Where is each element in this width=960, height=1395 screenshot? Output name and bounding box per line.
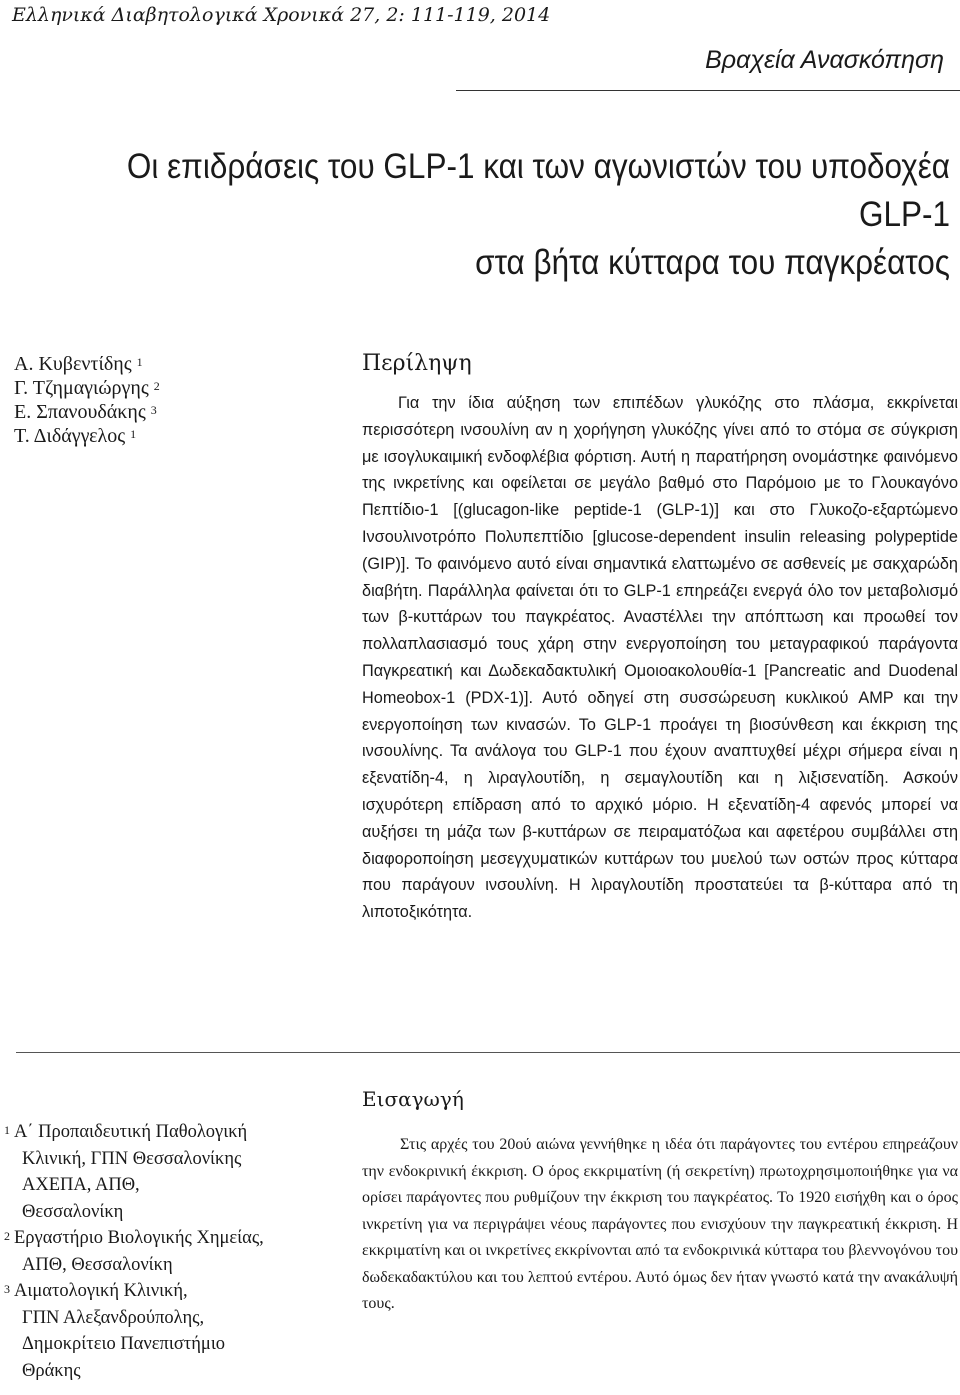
abstract-text: Για την ίδια αύξηση των επιπέδων γλυκόζης στο πλάσμα, εκκρίνεται περισσότερη ινσουλίνη αν η χορήγηση γλυκόζης γίνει από το στόμα σε σύγκριση με ισογλυκαιμική ενδοφλέβια φόρτιση. Αυτή η παρατήρηση ονομάστηκε φαινόμενο της ινκρετίνης και οφείλεται σε μεγάλο βαθμό στο Παρόμοιο με το Γλουκαγόνο Πεπτίδιο-1 [(glucagon-like peptide-1 (GLP-1)] και στο Γλυκοζο-εξαρτώμενο Ινσουλινοτρόπο Πολυπεπτίδιο [glucose-dependent insulin releasing polypeptide (GIP)]. Το φαινόμενο αυτό είναι σημαντικά ελαττωμένο σε ασθενείς με σακχαρώδη διαβήτη. Παράλληλα φαίνεται ότι το GLP-1 επηρεάζει ενεργά όλο τον μεταβολισμό των β-κυττάρων του παγκρέατος. Αναστέλλει την απόπτωση και προωθεί τον πολλαπλασιασμό τους χάρη στην ενεργοποίηση του μεταγραφικού παράγοντα Παγκρεατική και Δωδεκαδακτυλική Ομοιοακολουθία-1 [Pancreatic and Duodenal Homeobox-1 (PDX-1)]. Αυτό οδηγεί στη συσσώρευση κυκλικού AMP και την ενεργοποίηση των κινασών. Το GLP-1 προάγει τη βιοσύνθεση και έκκριση της ινσουλίνης. Τα ανάλογα του GLP-1 που έχουν αναπτυχθεί μέχρι σήμερα είναι η εξενατίδη-4, η λιραγλουτίδη, η σεμαγλουτίδη και η λιξισενατίδη. Ασκούν ισχυρότερη επίδραση από το αρχικό μόριο. Η εξενατίδη-4 αφενός μπορεί να αυξήσει τη μάζα των β-κυττάρων σε πειραματόζωα και αφετέρου συμβάλλει στη διαφοροποίηση μεσεγχυματικών κυττάρων του μυελού των οστών προς κύτταρα που παράγουν ινσουλίνη. Η λιραγλουτίδη προστατεύει τα β-κύτταρα από τη λιποτοξικότητα. bbox=[362, 394, 958, 922]
affiliation-line: Θεσσαλονίκη bbox=[22, 1201, 124, 1222]
introduction-heading: Εισαγωγή bbox=[362, 1087, 464, 1111]
affiliation-line: ΑΧΕΠΑ, ΑΠΘ, bbox=[22, 1175, 140, 1195]
journal-citation: Ελληνικά Διαβητολογικά Χρονικά 27, 2: 111-119, 2014 bbox=[12, 4, 551, 26]
article-type: Βραχεία Ανασκόπηση bbox=[705, 46, 944, 74]
introduction-text: Στις αρχές του 20ού αιώνα γεννήθηκε η ιδέα ότι παράγοντες του εντέρου επηρεάζουν την ενδοκρινική έκκριση. Ο όρος εκκριματίνη (ή σεκρετίνη) πρωτοχρησιμοποιήθηκε για να ορίσει παράγοντες που ρυθμίζουν την έκκριση του παγκρέατος. Το 1920 εισήχθη και ο όρος ινκρετίνη για να περιγράψει νέους παράγοντες που ενισχύουν την παγκρεατική έκκριση. Η εκκριματίνη και οι ινκρετίνες εκκρίνονται από τα ενδοκρινικά κύτταρα του βλεννογόνου του δωδεκαδακτύλου και του λεπτού εντέρου. Αυτό όμως δεν ήταν γνωστό κατά την ανακάλυψή τους. bbox=[362, 1136, 958, 1312]
author: Τ. Διδάγγελος $^1$ bbox=[14, 425, 137, 447]
author-list bbox=[14, 352, 334, 448]
affiliation-list bbox=[4, 1119, 344, 1384]
title-line-1: Οι επιδράσεις του GLP-1 και των αγωνιστών του υποδοχέα GLP-1 bbox=[126, 147, 951, 234]
affiliation-1: $^1$ Α΄ Προπαιδευτική Παθολογική bbox=[4, 1122, 248, 1142]
affiliation-line: ΑΠΘ, Θεσσαλονίκη bbox=[22, 1254, 173, 1275]
title-line-2: στα βήτα κύτταρα του παγκρέατος bbox=[475, 243, 950, 282]
article-title bbox=[95, 143, 950, 287]
affiliation-2: $^2$ Εργαστήριο Βιολογικής Χημείας, bbox=[4, 1228, 264, 1248]
author: Ε. Σπανουδάκης $^3$ bbox=[14, 401, 157, 423]
affiliation-line: Κλινική, ΓΠΝ Θεσσαλονίκης bbox=[22, 1148, 242, 1169]
author: Α. Κυβεντίδης $^1$ bbox=[14, 353, 143, 375]
affiliation-line: Θράκης bbox=[22, 1360, 81, 1381]
author: Γ. Τζημαγιώργης $^2$ bbox=[14, 377, 160, 399]
affiliation-line: Δημοκρίτειο Πανεπιστήμιο bbox=[22, 1334, 226, 1354]
affiliation-line: ΓΠΝ Αλεξανδρούπολης, bbox=[22, 1307, 205, 1328]
affiliation-3: $^3$ Αιματολογική Κλινική, bbox=[4, 1281, 188, 1301]
section-separator bbox=[16, 1052, 960, 1053]
abstract-heading: Περίληψη bbox=[362, 351, 472, 376]
header-rule bbox=[456, 90, 960, 91]
